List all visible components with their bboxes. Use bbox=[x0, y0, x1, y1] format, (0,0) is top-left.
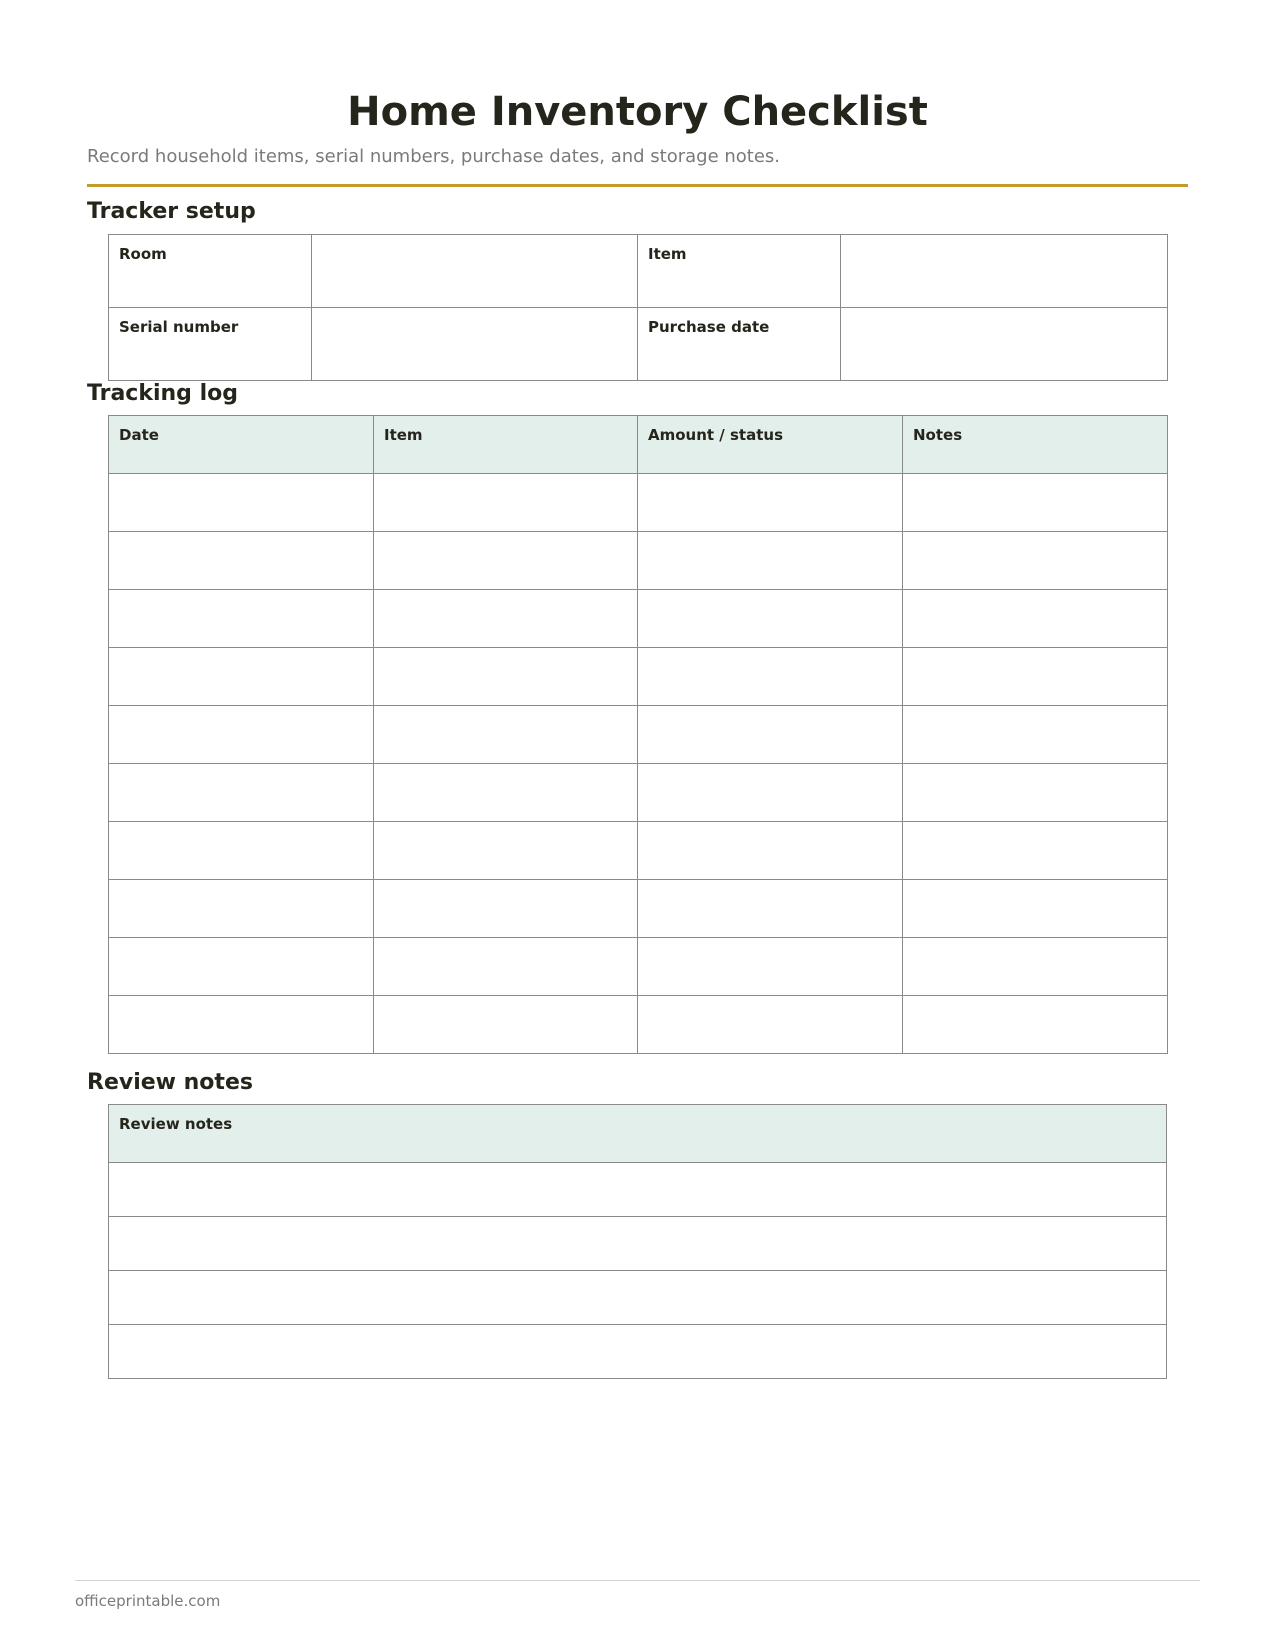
log-cell-item[interactable] bbox=[374, 822, 638, 880]
table-row bbox=[109, 590, 1168, 648]
tracking-log-table bbox=[108, 415, 1168, 1054]
review-notes-line[interactable] bbox=[109, 1163, 1167, 1217]
column-header-notes: Notes bbox=[903, 416, 1168, 474]
log-cell-date[interactable] bbox=[109, 996, 374, 1054]
setup-row bbox=[109, 308, 1168, 381]
log-cell-notes[interactable] bbox=[903, 880, 1168, 938]
table-row bbox=[109, 1271, 1167, 1325]
log-cell-amount-status[interactable] bbox=[638, 822, 903, 880]
table-row bbox=[109, 996, 1168, 1054]
log-cell-amount-status[interactable] bbox=[638, 880, 903, 938]
table-row bbox=[109, 474, 1168, 532]
setup-label-room: Room bbox=[109, 235, 312, 308]
log-cell-notes[interactable] bbox=[903, 938, 1168, 996]
log-cell-amount-status[interactable] bbox=[638, 590, 903, 648]
log-cell-amount-status[interactable] bbox=[638, 764, 903, 822]
review-notes-header: Review notes bbox=[109, 1105, 1167, 1163]
log-cell-amount-status[interactable] bbox=[638, 706, 903, 764]
log-cell-item[interactable] bbox=[374, 706, 638, 764]
column-header-date: Date bbox=[109, 416, 374, 474]
review-notes-body bbox=[109, 1163, 1167, 1379]
section-title-review-notes: Review notes bbox=[87, 1070, 253, 1095]
log-cell-notes[interactable] bbox=[903, 648, 1168, 706]
table-row bbox=[109, 1325, 1167, 1379]
table-row bbox=[109, 822, 1168, 880]
log-cell-date[interactable] bbox=[109, 474, 374, 532]
log-cell-item[interactable] bbox=[374, 474, 638, 532]
tracking-log-body bbox=[109, 474, 1168, 1054]
review-notes-header-row bbox=[109, 1105, 1167, 1163]
log-cell-item[interactable] bbox=[374, 764, 638, 822]
log-cell-item[interactable] bbox=[374, 996, 638, 1054]
log-cell-notes[interactable] bbox=[903, 822, 1168, 880]
review-notes-line[interactable] bbox=[109, 1217, 1167, 1271]
table-row bbox=[109, 1217, 1167, 1271]
page-subtitle: Record household items, serial numbers, purchase dates, and storage notes. bbox=[87, 146, 781, 167]
setup-label-purchase-date: Purchase date bbox=[638, 308, 841, 381]
log-cell-amount-status[interactable] bbox=[638, 996, 903, 1054]
column-header-amount-status: Amount / status bbox=[638, 416, 903, 474]
log-cell-amount-status[interactable] bbox=[638, 648, 903, 706]
setup-field-serial-number[interactable] bbox=[312, 308, 638, 381]
review-notes-table bbox=[108, 1104, 1167, 1379]
log-cell-notes[interactable] bbox=[903, 706, 1168, 764]
table-row bbox=[109, 938, 1168, 996]
page-title: Home Inventory Checklist bbox=[347, 89, 928, 135]
footer-site: officeprintable.com bbox=[75, 1592, 221, 1610]
log-cell-amount-status[interactable] bbox=[638, 938, 903, 996]
log-cell-date[interactable] bbox=[109, 938, 374, 996]
setup-field-item[interactable] bbox=[841, 235, 1168, 308]
table-row bbox=[109, 880, 1168, 938]
log-cell-item[interactable] bbox=[374, 648, 638, 706]
log-cell-date[interactable] bbox=[109, 706, 374, 764]
setup-row bbox=[109, 235, 1168, 308]
review-notes-line[interactable] bbox=[109, 1271, 1167, 1325]
log-cell-item[interactable] bbox=[374, 938, 638, 996]
log-cell-notes[interactable] bbox=[903, 996, 1168, 1054]
log-cell-notes[interactable] bbox=[903, 532, 1168, 590]
section-title-tracker-setup: Tracker setup bbox=[87, 199, 256, 224]
log-cell-date[interactable] bbox=[109, 764, 374, 822]
log-cell-notes[interactable] bbox=[903, 590, 1168, 648]
title-divider bbox=[87, 184, 1188, 187]
table-row bbox=[109, 706, 1168, 764]
table-row bbox=[109, 764, 1168, 822]
footer-divider bbox=[75, 1580, 1200, 1581]
column-header-item: Item bbox=[374, 416, 638, 474]
log-cell-item[interactable] bbox=[374, 532, 638, 590]
log-cell-date[interactable] bbox=[109, 532, 374, 590]
setup-field-room[interactable] bbox=[312, 235, 638, 308]
table-row bbox=[109, 648, 1168, 706]
setup-field-purchase-date[interactable] bbox=[841, 308, 1168, 381]
log-cell-amount-status[interactable] bbox=[638, 532, 903, 590]
log-cell-item[interactable] bbox=[374, 590, 638, 648]
log-cell-date[interactable] bbox=[109, 590, 374, 648]
log-cell-notes[interactable] bbox=[903, 764, 1168, 822]
log-cell-date[interactable] bbox=[109, 880, 374, 938]
setup-label-item: Item bbox=[638, 235, 841, 308]
log-cell-amount-status[interactable] bbox=[638, 474, 903, 532]
table-row bbox=[109, 532, 1168, 590]
tracker-setup-table bbox=[108, 234, 1168, 381]
table-row bbox=[109, 1163, 1167, 1217]
log-cell-date[interactable] bbox=[109, 648, 374, 706]
review-notes-line[interactable] bbox=[109, 1325, 1167, 1379]
log-cell-item[interactable] bbox=[374, 880, 638, 938]
setup-label-serial-number: Serial number bbox=[109, 308, 312, 381]
log-cell-date[interactable] bbox=[109, 822, 374, 880]
log-cell-notes[interactable] bbox=[903, 474, 1168, 532]
section-title-tracking-log: Tracking log bbox=[87, 381, 238, 406]
tracking-log-header-row bbox=[109, 416, 1168, 474]
